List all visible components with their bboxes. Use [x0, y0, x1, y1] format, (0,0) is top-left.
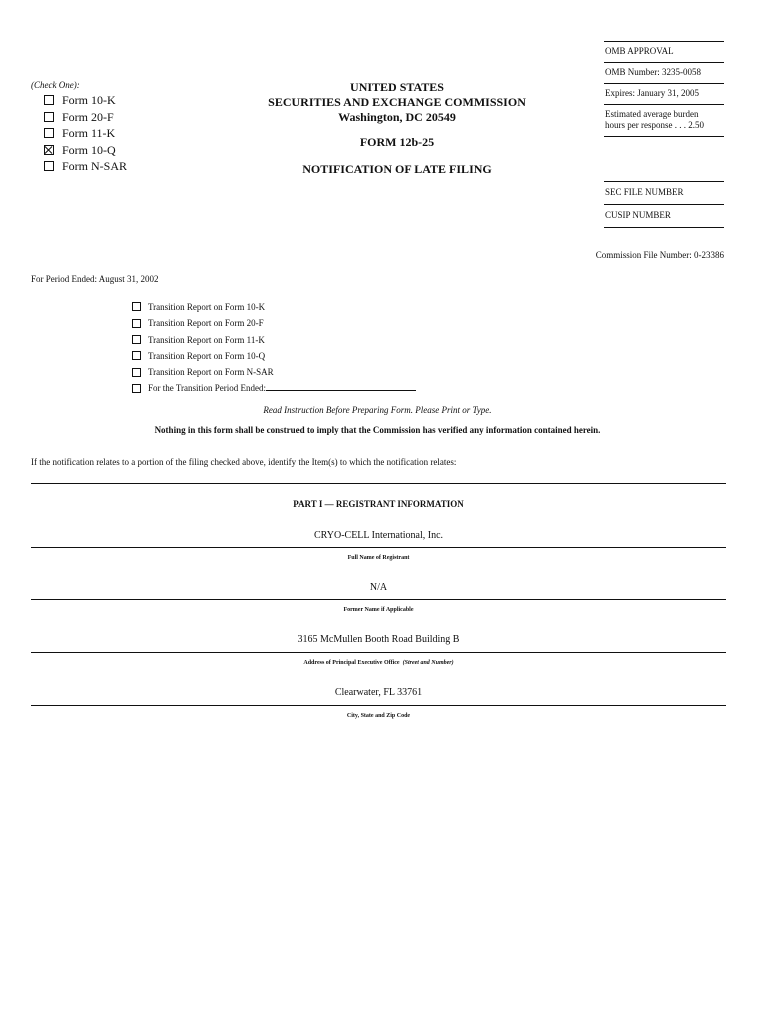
address-label-note: (Street and Number) — [402, 660, 454, 666]
omb-approval-label: OMB APPROVAL — [604, 41, 724, 62]
divider — [31, 705, 726, 706]
portion-notice: If the notification relates to a portion of the filing checked above, identify the Item(s) to which the notification relates: — [31, 457, 457, 467]
transition-option-label: Transition Report on Form 10-Q — [148, 350, 266, 361]
transition-option-20f[interactable] — [132, 315, 416, 331]
former-name-value[interactable]: N/A — [369, 582, 388, 593]
divider — [31, 599, 726, 600]
transition-option-10q[interactable] — [132, 348, 416, 364]
city-value[interactable]: Clearwater, FL 33761 — [334, 687, 423, 698]
transition-period-blank[interactable] — [266, 381, 416, 391]
transition-report-checklist — [132, 299, 416, 397]
cusip-number-label: CUSIP NUMBER — [604, 204, 724, 228]
registrant-name-label: Full Name of Registrant — [347, 555, 410, 561]
checked-checkbox-icon[interactable] — [44, 145, 54, 155]
disclaimer: Nothing in this form shall be construed to imply that the Commission has verified any information contained herein. — [154, 425, 601, 435]
checkbox-icon[interactable] — [132, 302, 141, 311]
period-ended: For Period Ended: August 31, 2002 — [31, 274, 159, 284]
divider — [31, 483, 726, 484]
checkbox-icon[interactable] — [132, 319, 141, 328]
sec-file-number-label: SEC FILE NUMBER — [604, 181, 724, 204]
address-label — [31, 660, 726, 666]
transition-period-label: For the Transition Period Ended: — [148, 383, 267, 394]
read-instructions: Read Instruction Before Preparing Form. Please Print or Type. — [263, 405, 492, 415]
check-one-caption: (Check One): — [31, 80, 80, 90]
header-line-2: SECURITIES AND EXCHANGE COMMISSION — [268, 95, 526, 109]
omb-burden — [604, 104, 724, 137]
sec-file-box — [604, 181, 724, 228]
transition-option-label: Transition Report on Form 20-F — [148, 318, 264, 329]
transition-option-label: Transition Report on Form N-SAR — [148, 367, 274, 378]
omb-approval-box — [604, 41, 724, 137]
transition-option-nsar[interactable] — [132, 364, 416, 380]
checkbox-icon[interactable] — [132, 384, 141, 393]
checkbox-icon[interactable] — [132, 335, 141, 344]
form-option-label: Form 11-K — [62, 126, 116, 140]
checkbox-icon[interactable] — [132, 351, 141, 360]
form-option-label: Form N-SAR — [62, 159, 128, 173]
commission-file-number: Commission File Number: 0-23386 — [595, 250, 724, 260]
checkbox-icon[interactable] — [44, 95, 54, 105]
header-line-1: UNITED STATES — [350, 80, 444, 94]
part1-heading: PART I — REGISTRANT INFORMATION — [293, 499, 464, 509]
transition-option-label: Transition Report on Form 11-K — [148, 334, 265, 345]
checkbox-icon[interactable] — [132, 368, 141, 377]
divider — [31, 652, 726, 653]
checkbox-icon[interactable] — [44, 112, 54, 122]
form-option-11k[interactable] — [31, 125, 127, 142]
transition-period-option[interactable] — [132, 380, 416, 396]
notification-title: NOTIFICATION OF LATE FILING — [302, 162, 492, 176]
form-title: FORM 12b-25 — [359, 135, 435, 149]
address-value[interactable]: 3165 McMullen Booth Road Building B — [297, 634, 460, 645]
omb-burden-line-1: Estimated average burden — [605, 109, 699, 119]
form-option-20f[interactable] — [31, 109, 127, 126]
omb-expires: Expires: January 31, 2005 — [604, 83, 724, 104]
form-option-nsar[interactable] — [31, 158, 127, 175]
form-option-label: Form 20-F — [62, 109, 114, 124]
form-type-checklist — [31, 80, 127, 175]
checkbox-icon[interactable] — [44, 161, 54, 171]
transition-option-label: Transition Report on Form 10-K — [148, 302, 266, 312]
divider — [31, 547, 726, 548]
form-option-label: Form 10-K — [62, 93, 116, 107]
transition-option-10k[interactable] — [132, 299, 416, 315]
transition-option-11k[interactable] — [132, 332, 416, 348]
former-name-label: Former Name if Applicable — [343, 607, 414, 613]
checkbox-icon[interactable] — [44, 128, 54, 138]
document-header — [230, 80, 564, 177]
registrant-name-value[interactable]: CRYO-CELL International, Inc. — [313, 530, 444, 541]
omb-number: OMB Number: 3235-0058 — [604, 62, 724, 83]
form-option-10k[interactable] — [31, 92, 127, 109]
address-label-text: Address of Principal Executive Office — [303, 660, 400, 666]
omb-burden-line-2: hours per response . . . 2.50 — [605, 120, 704, 130]
form-option-10q[interactable] — [31, 142, 127, 159]
city-label: City, State and Zip Code — [346, 713, 411, 719]
header-line-3: Washington, DC 20549 — [338, 110, 456, 124]
form-option-label: Form 10-Q — [62, 142, 116, 157]
